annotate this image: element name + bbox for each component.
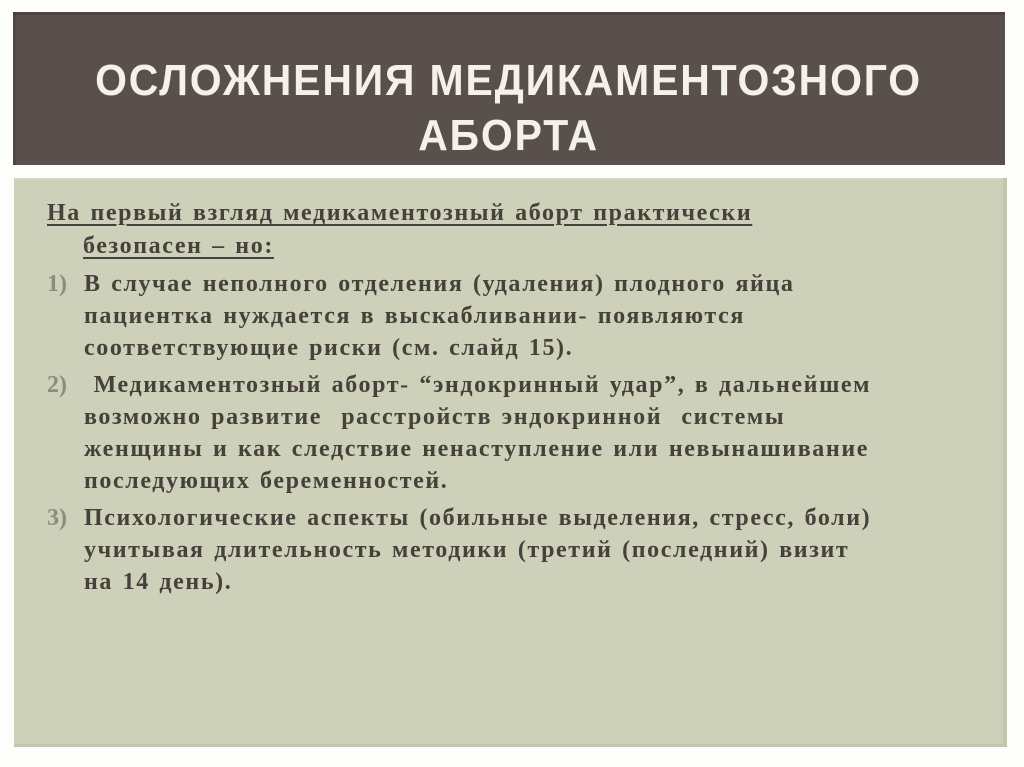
title-bar: [13, 12, 1005, 165]
list-item-1: [14, 268, 1007, 364]
slide-title: [96, 53, 923, 165]
list-item-2-number: 2): [47, 372, 67, 398]
list-item-1-text: В случае неполного отделения (удаления) плодного яйца пациентка нуждается в выскабливании- появляются соответствующие риски (см. слайд 15).: [84, 271, 795, 361]
lead-paragraph: На первый взгляд медикаментозный аборт практически безопасен – но:: [47, 200, 753, 259]
slide-title-line-2: АБОРТА: [418, 111, 600, 160]
list-item-2: [14, 369, 1007, 497]
list-item-3: [14, 502, 1007, 598]
list-item-2-text: Медикаментозный аборт- “эндокринный удар”, в дальнейшем возможно развитие расстройств эндокринной системы женщины и как следствие ненаступление или невынашивание последующих беременностей.: [84, 372, 872, 494]
slide-title-line-1: ОСЛОЖНЕНИЯ МЕДИКАМЕНТОЗНОГО: [95, 56, 923, 105]
list-item-3-number: 3): [47, 505, 67, 531]
list-item-1-number: 1): [47, 271, 67, 297]
content-panel: [14, 178, 1007, 747]
list-item-3-text: Психологические аспекты (обильные выделения, стресс, боли) учитывая длительность методики (третий (последний) визит на 14 день).: [84, 505, 872, 595]
